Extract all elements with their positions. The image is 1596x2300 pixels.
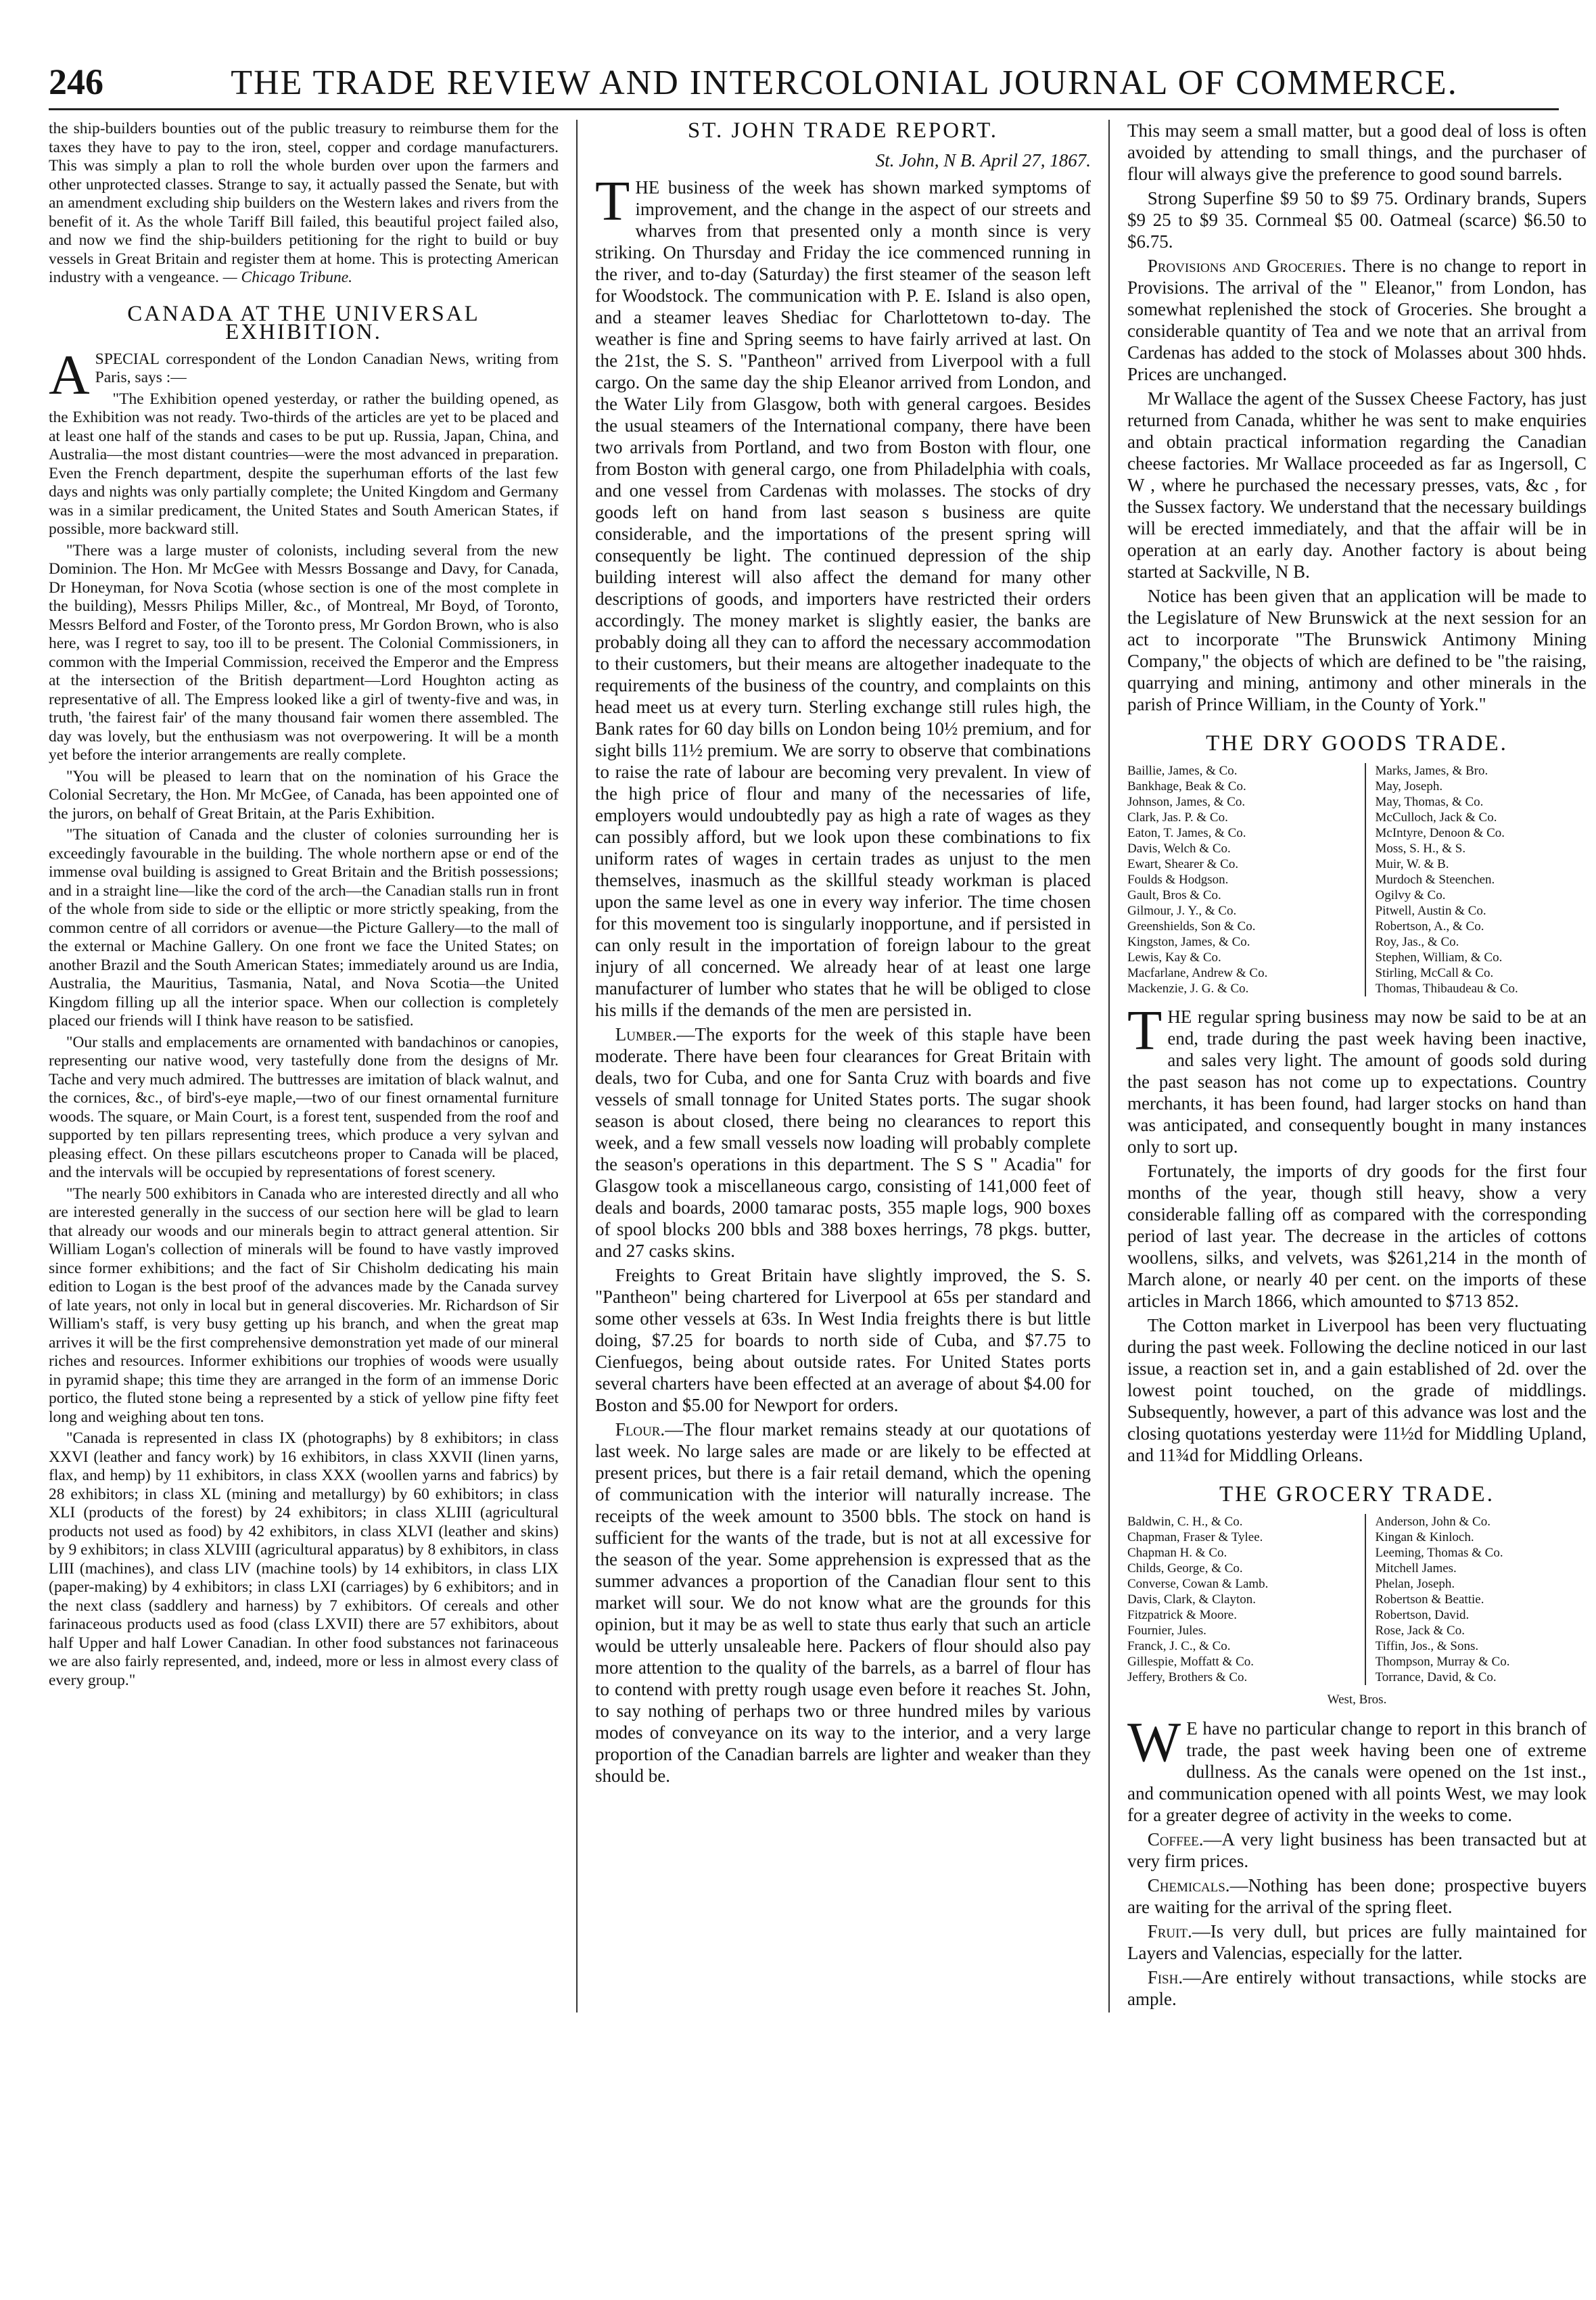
firm-name: Robertson, David. xyxy=(1375,1608,1470,1622)
dry-goods-firms xyxy=(1127,762,1587,996)
flour-continued: This may seem a small matter, but a good deal of loss is often avoided by attending to small things, and the purchaser of flour will always give the preference to good sound barrels. xyxy=(1127,120,1587,184)
exhibition-paragraph: "Canada is represented in class IX (photographs) by 8 exhibitors; in class XXVI (leather and fancy work) by 16 exhibitors, in class XXVII (linen yarns, flax, and hemp) by 11 exhibitors, in class XXX (woollen yarns and fabrics) by 28 exhibitors; in class XL (mining and metallurgy) by 60 exhibitors; in class XLI (products of the forest) by 24 exhibitors; in class XLIII (agricultural products not used as food) by 42 exhibitors, in class XLVI (leather and skins) by 9 exhibitors; in class XLVIII (agricultural apparatus) by 8 exhibitors, in class LIII (machines), and class LIV (machine tools) by 14 exhibitors, in class LIX (paper-making) by 4 exhibitors; in class LXI (carriages) by 6 exhibitors; and in the next class (saddlery and harness) by 7 exhibitors. Of cereals and other farinaceous products used as food (class LXVII) there are 57 exhibitors, about half Upper and half Lower Canadian. In other food substances not farinaceous we are also fairly represented, and, indeed, more or less in almost every class of every group." xyxy=(49,1429,559,1689)
firm-name: Anderson, John & Co. xyxy=(1375,1515,1491,1529)
grocery-paragraph: W E have no particular change to report in this branch of trade, the past week having been one of extreme dullness. As the canals were opened on the 1st inst., and communication opened with all points West, we may look for a greater degree of activity in the weeks to come. xyxy=(1127,1711,1587,1825)
exhibition-paragraph: "The nearly 500 exhibitors in Canada who are interested directly and all who are interested generally in the success of our section here will be glad to learn that already our woods and our minerals begin to attract general attention. Sir William Logan's collection of minerals will be found to have vastly improved since former exhibitions; and the fact of Sir Chisholm dedicating his main edition to Logan is the best proof of the advances made by the Canada survey of late years, not only in local but in general discoveries. Mr. Richardson of Sir William's staff, is very busy getting up his branch, and when the great map arrives it will be the first comprehensive demonstration yet made of our mineral riches and resources. Informer exhibitions our trophies of woods were usually in pyramid shape; this time they are arranged in the form of an immense Doric portico, the fluted stone being a represented by a stick of yellow pine fifty feet long and weighing about ten tons. xyxy=(49,1184,559,1426)
firm-name: Rose, Jack & Co. xyxy=(1375,1624,1465,1638)
fish-paragraph: Fish.—Are entirely without transactions, while stocks are ample. xyxy=(1127,1967,1587,2009)
firm-name: Robertson, A., & Co. xyxy=(1375,919,1484,934)
canada-exhibition-lead: ASPECIAL correspondent of the London Canadian News, writing from Paris, says :— xyxy=(49,343,559,407)
firm-name: Thompson, Murray & Co. xyxy=(1375,1655,1510,1669)
firm-name: Leeming, Thomas & Co. xyxy=(1375,1546,1503,1560)
exhibition-paragraph: "There was a large muster of colonists, including several from the new Dominion. The Hon. Mr McGee with Messrs Bossange and Davy, for Canada, Dr Honeyman, for Nova Scotia (whose section is one of the most complete in the building), Messrs Philips Miller, &c., of Montreal, Mr Boyd, of Toronto, Messrs Belford and Foster, of the Toronto press, Mr Gordon Brown, who is also here, was I regret to say, too ill to be present. The Colonial Commissioners, in common with the Imperial Commission, received the Emperor and the Empress at the intersection of the British department—Lord Houghton acting as representative of all. The Empress looked like a girl of twenty-five and was, in truth, 'the fairest fair' of the many thousand fair women there assembled. The day was lovely, but the enthusiasm was not overpowering. It will be a month yet before the interior arrangements are really complete. xyxy=(49,541,559,764)
freights-paragraph: Freights to Great Britain have slightly improved, the S. S. "Pantheon" being chartered for Liverpool at 65s per standard and some other vessels at 63s. In West India freights there is but little doing, $7.25 for boards to north side of Cuba, and $7.75 to Cienfuegos, being about outside rates. For United States ports several charters have been effected at an average of about $4.00 for Boston and $5.00 for Newport for orders. xyxy=(595,1265,1091,1415)
firm-name: Chapman H. & Co. xyxy=(1127,1546,1227,1560)
dry-goods-paragraph: THE regular spring business may now be said to be at an end, trade during the past week having been inactive, and sales very light. The amount of goods sold during the past season has not come up to expectations. Country merchants, it has been found, had larger stocks on hand than was anticipated, and consequently bought in many instances only to sort up. xyxy=(1127,999,1587,1157)
firm-name: Gillespie, Moffatt & Co. xyxy=(1127,1655,1254,1669)
exhibition-paragraph: "The situation of Canada and the cluster of colonies surrounding her is exceedingly favourable in the building. The whole northern apse or end of the immense oval building is assigned to Great Britain and the British possessions; and in a straight line—like the cord of the arch—the Canadian stalls run in front of the whole from side to side or the elliptic or more strictly speaking, from the common centre of all corridors or avenue—the Picture Gallery—to the mall of the external or Machine Gallery. On one front we face the United States; on another Brazil and the South American States; immediately around us are India, Australia, the Mauritius, Tasmania, Natal, and Nova Scotia—the United Kingdom filling up all the interior space. When our collection is completely placed our friends will I think have reason to be satisfied. xyxy=(49,826,559,1030)
firm-name: Gilmour, J. Y., & Co. xyxy=(1127,904,1237,918)
chemicals-paragraph: Chemicals.—Nothing has been done; prospective buyers are waiting for the arrival of the spring fleet. xyxy=(1127,1875,1587,1917)
dry-goods-paragraph: Fortunately, the imports of dry goods for the first four months of the year, though still heavy, show a very considerable falling off as compared with the corresponding period of last year. The decrease in the articles of cottons woollens, silks, and velvets, was $261,214 in the month of March alone, or nearly 40 per cent. on the imports of these articles in March 1866, which amounted to $713 852. xyxy=(1127,1161,1587,1311)
coffee-paragraph: Coffee.—A very light business has been transacted but at very firm prices. xyxy=(1127,1829,1587,1871)
firm-name: Greenshields, Son & Co. xyxy=(1127,919,1256,934)
firm-name: Clark, Jas. P. & Co. xyxy=(1127,810,1228,825)
dropcap-t: T xyxy=(595,170,630,233)
firm-name: Converse, Cowan & Lamb. xyxy=(1127,1577,1269,1591)
lumber-paragraph: Lumber.—The exports for the week of this staple have been moderate. There have been four clearances for Great Britain with deals, two for Cuba, and one for Santa Cruz with boards and five vessels of small tonnage for United States ports. The sugar shook season is about closed, there being no clearances to report this week, and a few small vessels now loading will probably complete the season's operations in this department. The S S " Acadia" for Glasgow took a miscellaneous cargo, consisting of 141,000 feet of deals and boards, 2000 tamarac posts, 355 maple logs, 900 boxes of spool blocks 200 bbls and 388 boxes herrings, 78 pkgs. butter, and 27 casks skins. xyxy=(595,1024,1091,1261)
firm-name: Stephen, William, & Co. xyxy=(1375,950,1503,965)
firm-name: Fournier, Jules. xyxy=(1127,1624,1206,1638)
exhibition-paragraph: "You will be pleased to learn that on the nomination of his Grace the Colonial Secretary, the Hon. Mr McGee, of Canada, has been appointed one of the jurors, on behalf of Great Britain, at the Paris Exhibition. xyxy=(49,767,559,823)
firm-name: May, Thomas, & Co. xyxy=(1375,795,1484,809)
cheese-factory-paragraph: Mr Wallace the agent of the Sussex Cheese Factory, has just returned from Canada, whither he was sent to make enquiries and obtain practical information regarding the Canadian cheese factories. Mr Wallace proceeded as far as Ingersoll, C W , where he purchased the necessary presses, vats, &c , for the Sussex factory. We understand that the necessary buildings will be erected immediately, and that the affair will be in operation at an early day. Another factory is about being started at Sackville, N B. xyxy=(1127,388,1587,582)
cotton-paragraph: The Cotton market in Liverpool has been very fluctuating during the past week. Following the decline noticed in our last issue, a reaction set in, and a gain established of 2d. over the lowest point touched, on the grade of middlings. Subsequently, however, a part of this advance was lost and the closing quotations yesterday were 11½d for Middling Upland, and 11¾d for Middling Orleans. xyxy=(1127,1315,1587,1465)
firm-name: Tiffin, Jos., & Sons. xyxy=(1375,1639,1479,1653)
dateline: St. John, N B. April 27, 1867. xyxy=(875,150,1091,170)
dropcap-w: W xyxy=(1127,1711,1181,1774)
firm-name: McCulloch, Jack & Co. xyxy=(1375,810,1497,825)
dropcap-t: T xyxy=(1127,999,1163,1062)
column-1 xyxy=(49,120,576,2013)
dry-goods-heading: THE DRY GOODS TRADE. xyxy=(1206,731,1508,756)
firm-name: Chapman, Fraser & Tylee. xyxy=(1127,1530,1263,1544)
grocery-heading: THE GROCERY TRADE. xyxy=(1219,1482,1495,1506)
firm-name: Fitzpatrick & Moore. xyxy=(1127,1608,1237,1622)
firm-name: Phelan, Joseph. xyxy=(1375,1577,1455,1591)
firm-name: Baillie, James, & Co. xyxy=(1127,764,1238,778)
firm-name: Kingston, James, & Co. xyxy=(1127,935,1250,949)
firm-name: Childs, George, & Co. xyxy=(1127,1561,1243,1576)
firm-name: Gault, Bros & Co. xyxy=(1127,888,1221,902)
firm-name: Stirling, McCall & Co. xyxy=(1375,966,1494,980)
dry-goods-list-left xyxy=(1127,763,1350,996)
grocery-trailer: West, Bros. xyxy=(1327,1693,1387,1707)
firm-name: Murdoch & Steenchen. xyxy=(1375,873,1495,887)
exhibition-paragraph: "Our stalls and emplacements are ornamented with bandachinos or canopies, representing our native wood, very tastefully done from the designs of Mr. Tache and very much admired. The buttresses are imitation of black walnut, and the cornices, &c., of bird's-eye maple,—two of our finest ornamental furniture woods. The square, or Main Court, is a forest tent, suspended from the roof and supported by ten pillars representing trees, which produce a very sylvan and pleasing effect. On these pillars escutcheons proper to Canada will be placed, and the intervals will be occupied by representations of forest scenery. xyxy=(49,1033,559,1181)
intro-paragraph: the ship-builders bounties out of the public treasury to reimburse them for the taxes they have to pay to the iron, steel, copper and cordage manufacturers. This was simply a plan to roll the whole burden over upon the farmers and other unprotected classes. Strange to say, it actually passed the Senate, but with an amendment excluding ship builders on the Western lakes and rivers from the benefit of it. As the whole Tariff Bill failed, this beautiful project failed also, and now we find the ship-builders petitioning for the right to build or buy vessels in Great Britain and register them at home. This is protecting American industry with a vengeance. — Chicago Tribune. xyxy=(49,120,559,286)
antimony-paragraph: Notice has been given that an application will be made to the Legislature of New Brunswick at the next session for an act to incorporate "The Brunswick Antimony Mining Company," the objects of which are defined to be "the raising, quarrying and mining, antimony and other minerals in the parish of Prince William, in the County of York." xyxy=(1127,586,1587,714)
intro-signature: — Chicago Tribune. xyxy=(222,269,353,286)
firm-name: Baldwin, C. H., & Co. xyxy=(1127,1515,1243,1529)
firm-name: Ogilvy & Co. xyxy=(1375,888,1446,902)
firm-name: Johnson, James, & Co. xyxy=(1127,795,1246,809)
page-number: 246 xyxy=(49,62,103,102)
firm-name: Franck, J. C., & Co. xyxy=(1127,1639,1231,1653)
firm-name: Foulds & Hodgson. xyxy=(1127,873,1229,887)
grocery-firms xyxy=(1127,1513,1587,1685)
running-title: THE TRADE REVIEW AND INTERCOLONIAL JOURNAL OF COMMERCE. xyxy=(231,64,1458,102)
firm-name: Muir, W. & B. xyxy=(1375,857,1449,871)
firm-name: Bankhage, Beak & Co. xyxy=(1127,779,1246,794)
exhibition-paragraph: "The Exhibition opened yesterday, or rather the building opened, as the Exhibition was not ready. Two-thirds of the articles are yet to be placed and at least one half of the stands and cases to be put up. Russia, Japan, China, and Australia—the most distant countries—were the most advanced in preparation. Even the French department, despite the superhuman efforts of the last few days and nights was only partially complete; the United Kingdom and Germany was in a similar predicament, the United States and South American States, if possible, more backward still. xyxy=(49,390,559,538)
firm-name: Lewis, Kay & Co. xyxy=(1127,950,1221,965)
firm-name: Moss, S. H., & S. xyxy=(1375,842,1466,856)
canada-exhibition-heading: CANADA AT THE UNIVERSAL EXHIBITION. xyxy=(127,301,480,344)
column-3 xyxy=(1110,120,1587,2013)
firm-name: Eaton, T. James, & Co. xyxy=(1127,826,1246,840)
firm-name: Macfarlane, Andrew & Co. xyxy=(1127,966,1268,980)
firm-name: Mitchell James. xyxy=(1375,1561,1457,1576)
firm-name: Marks, James, & Bro. xyxy=(1375,764,1488,778)
firm-name: Roy, Jas., & Co. xyxy=(1375,935,1459,949)
firm-name: Jeffery, Brothers & Co. xyxy=(1127,1670,1248,1684)
firm-name: Thomas, Thibaudeau & Co. xyxy=(1375,982,1518,996)
firm-name: Ewart, Shearer & Co. xyxy=(1127,857,1239,871)
flour-paragraph: Flour.—The flour market remains steady at our quotations of last week. No large sales are made or are likely to be effected at present prices, but there is a fair retail demand, which the opening of communication with the interior will naturally increase. The receipts of the week amount to 3500 bbls. The stock on hand is sufficient for the wants of the trade, but is not at all excessive for the season of the year. Some apprehension is expressed that as the summer advances a proportion of the Canadian flour sent to this market will sour. We do not know what are the grounds for this opinion, but it may be as well to state thus early that such an article would be utterly unsaleable here. Packers of flour should also pay more attention to the quality of the barrels, as a barrel of flour has to contend with pretty rough usage even before it reaches St. John, to say nothing of perhaps two or three hundred miles by various modes of conveyance on its way to the interior, and a very large proportion of the Canadian barrels are lighter and weaker than they should be. xyxy=(595,1419,1091,1786)
firm-name: Davis, Welch & Co. xyxy=(1127,842,1231,856)
st-john-heading: ST. JOHN TRADE REPORT. xyxy=(687,120,999,143)
column-2 xyxy=(578,120,1108,2013)
dropcap-a: A xyxy=(49,343,90,407)
grocery-list-right xyxy=(1365,1514,1587,1685)
provisions-paragraph: Provisions and Groceries. There is no change to report in Provisions. The arrival of the " Eleanor," from London, has somewhat replenished the stock of Groceries. She brought a considerable quantity of Tea and we note that an arrival from Cardenas has added to the stock of Molasses about 300 hhds. Prices are unchanged. xyxy=(1127,256,1587,384)
firm-name: Mackenzie, J. G. & Co. xyxy=(1127,982,1249,996)
firm-name: Pitwell, Austin & Co. xyxy=(1375,904,1486,918)
dry-goods-list-right xyxy=(1365,763,1587,996)
grocery-list-left xyxy=(1127,1514,1350,1685)
st-john-paragraph: THE business of the week has shown marked symptoms of improvement, and the change in the aspect of our streets and wharves from that presented only a month since is very striking. On Thursday and Friday the ice commenced running in the river, and to-day (Saturday) the first steamer of the season left for Woodstock. The communication with P. E. Island is also open, and a steamer leaves Shediac for Charlottetown to-day. The weather is fine and Spring seems to have fairly arrived at last. On the 21st, the S. S. "Pantheon" arrived from Liverpool with a full cargo. On the same day the ship Eleanor arrived from London, and the Water Lily from Glasgow, both with general cargoes. Besides the usual steamers of the International company, there have been two arrivals from Portland, and two from Boston with flour, one from Boston with general cargo, one from Philadelphia with coals, and one vessel from Cardenas with molasses. The stocks of dry goods left on hand from last season s business are quite considerable, and the importations of the present spring will consequently be light. The continued depression of the ship building interest will also affect the demand for many other descriptions of goods, and importers have restricted their orders accordingly. The money market is slightly easier, the banks are probably doing all they can to afford the necessary accommodation to their customers, but their means are altogether inadequate to the requirements of the business of the country, and complaints on this head meet us at every turn. Sterling exchange still rules high, the Bank rates for 60 day bills on London being 10½ premium, and for sight bills 11½ premium. We are sorry to observe that combinations to raise the rate of labour are becoming very prevalent. In view of the high price of flour and many of the necessaries of life, employers would undoubtedly pay as high a rate of wages as they can possibly afford, but we look upon these combinations to fix uniform rates of wages in certain trades as unjust to the men themselves, inasmuch as the skillful steady workman is placed upon the same level as one in every way inferior. The time chosen for this movement too is singularly inopportune, and if persisted in can only result in the importation of foreign labour to the great injury of all concerned. We already hear of at least one large manufacturer of lumber who states that he will be obliged to close his mills if the demands of the men are persisted in. xyxy=(595,170,1091,1020)
masthead xyxy=(49,61,1559,110)
firm-name: Kingan & Kinloch. xyxy=(1375,1530,1474,1544)
flour-prices: Strong Superfine $9 50 to $9 75. Ordinary brands, Supers $9 25 to $9 35. Cornmeal $5 00. Oatmeal (scarce) $6.50 to $6.75. xyxy=(1127,188,1587,252)
fruit-paragraph: Fruit.—Is very dull, but prices are fully maintained for Layers and Valencias, especially for the latter. xyxy=(1127,1921,1587,1963)
firm-name: Torrance, David, & Co. xyxy=(1375,1670,1497,1684)
firm-name: McIntyre, Denoon & Co. xyxy=(1375,826,1505,840)
columns xyxy=(49,120,1587,2013)
firm-name: May, Joseph. xyxy=(1375,779,1443,794)
firm-name: Davis, Clark, & Clayton. xyxy=(1127,1592,1256,1607)
firm-name: Robertson & Beattie. xyxy=(1375,1592,1484,1607)
